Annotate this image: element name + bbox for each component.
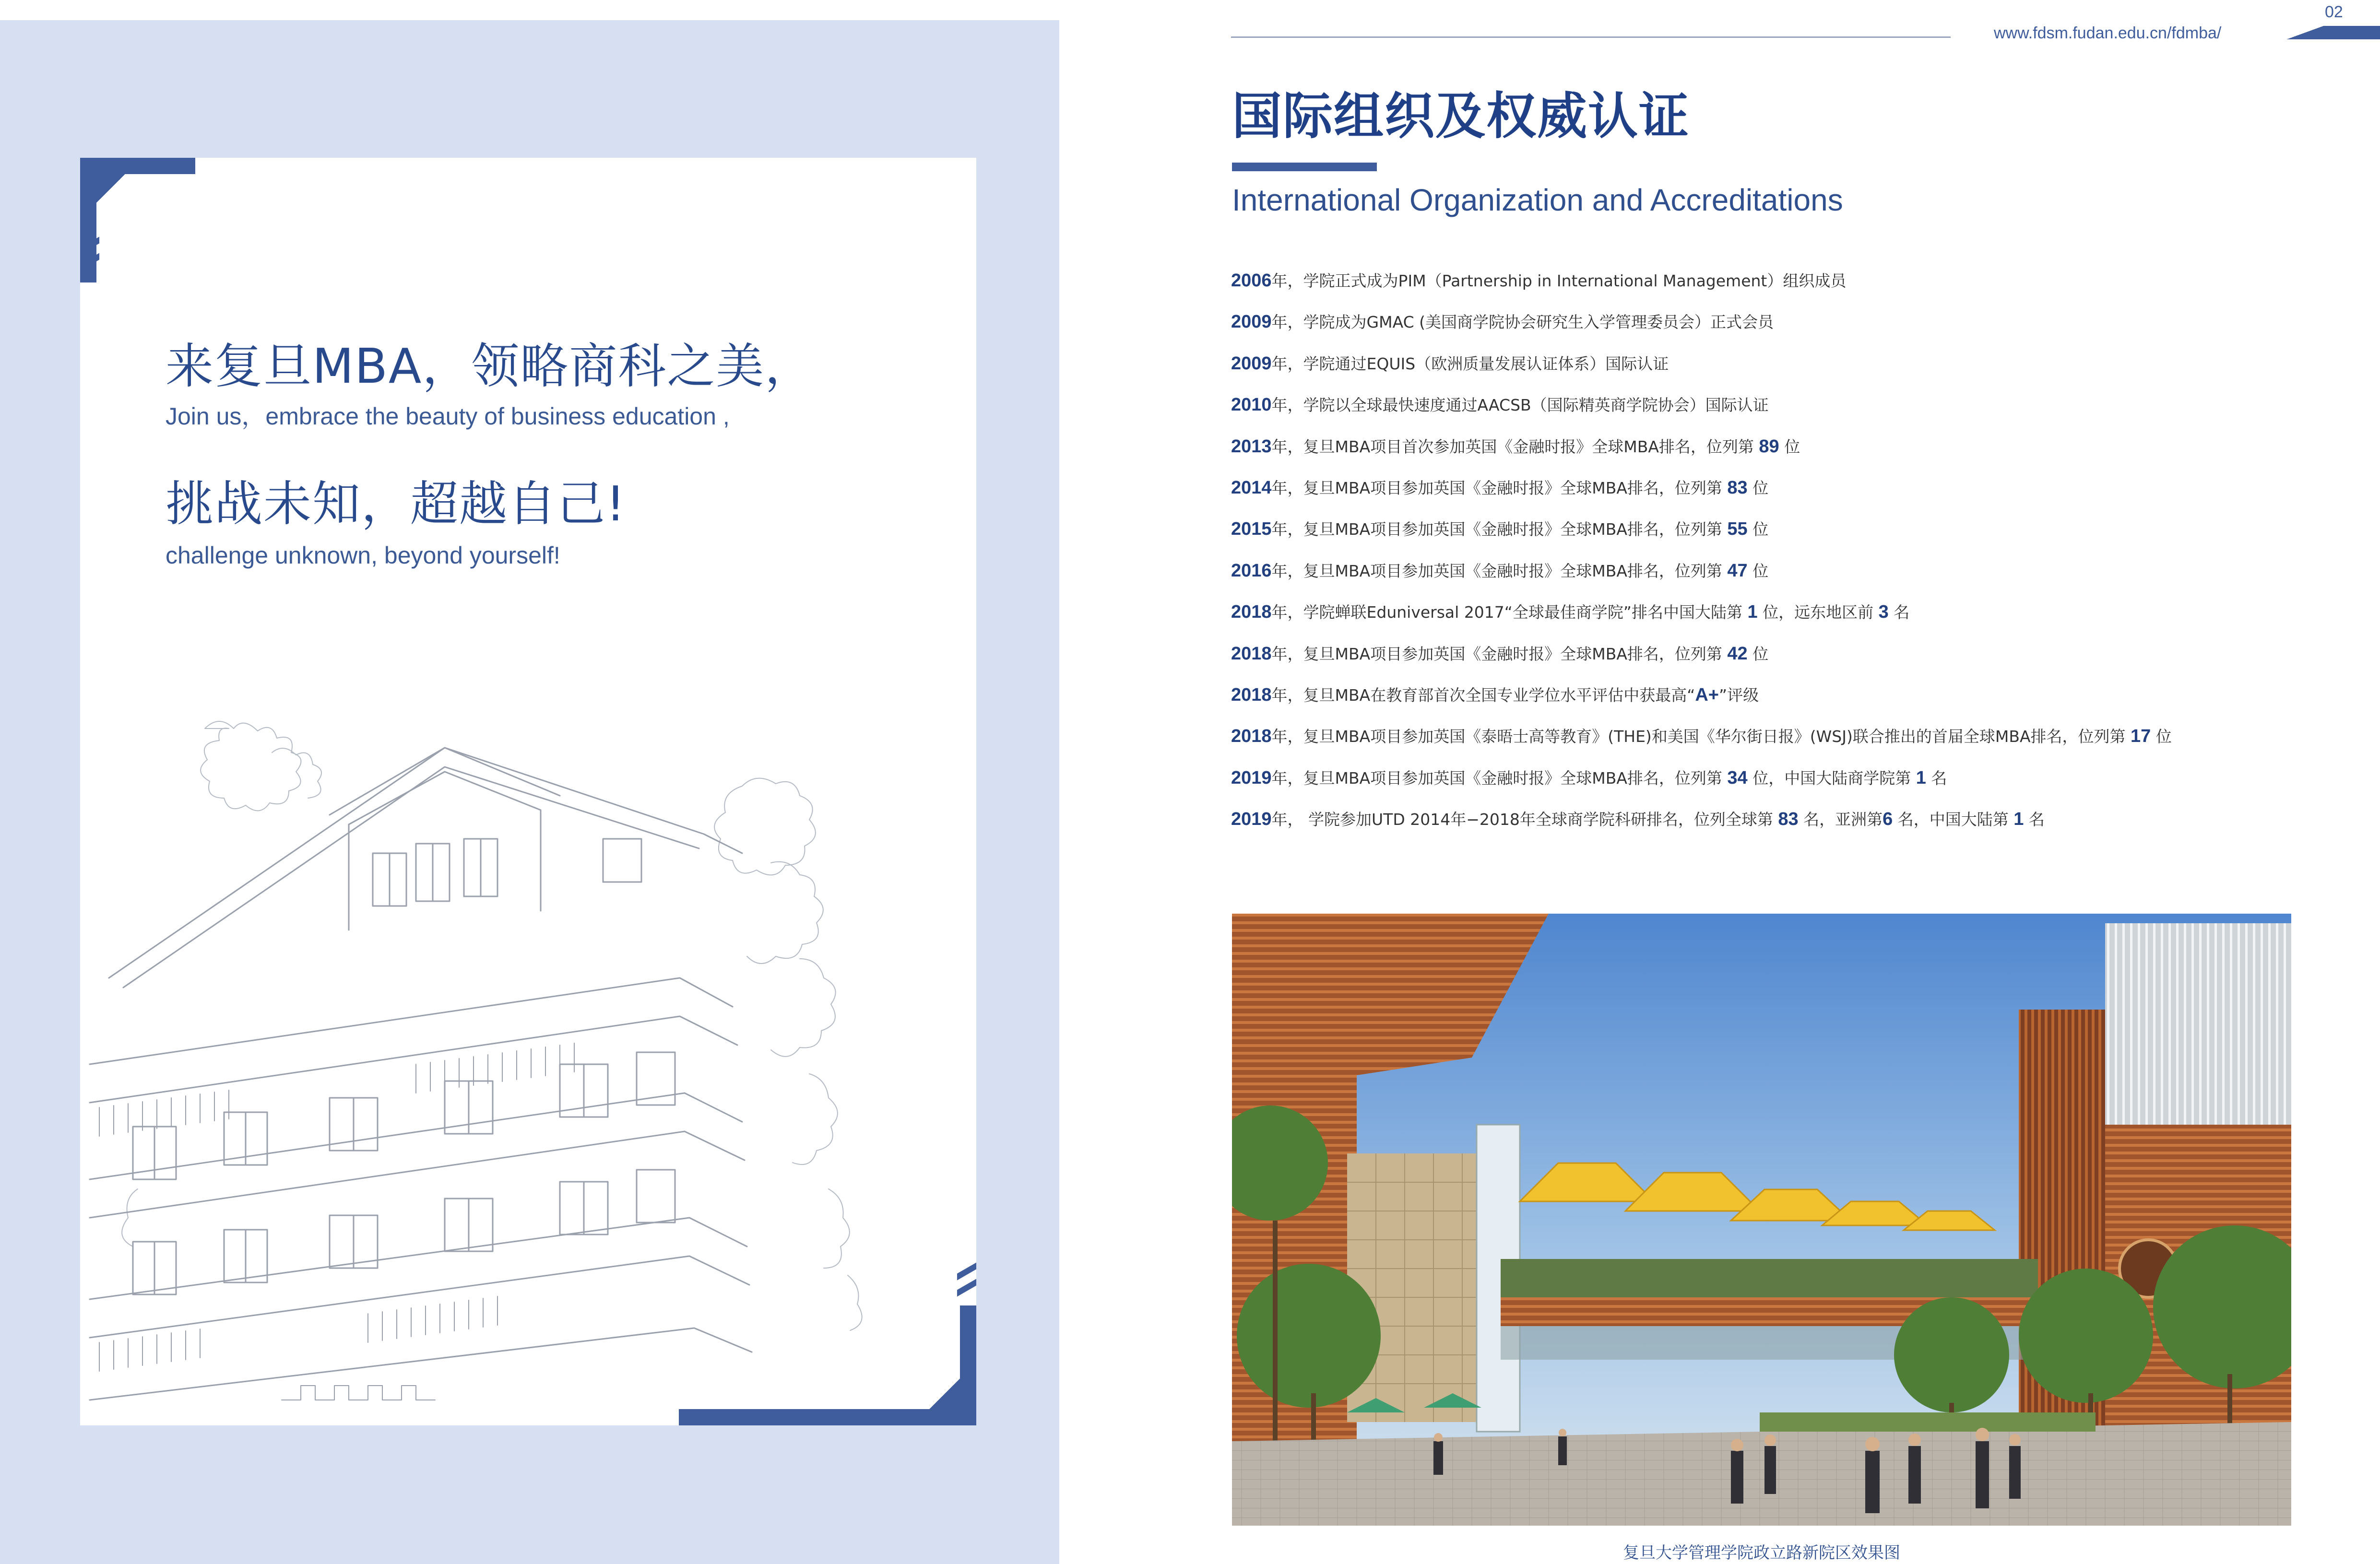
timeline-text: 位，中国大陆商学院第	[1747, 768, 1916, 788]
timeline-item	[1231, 768, 2334, 810]
timeline-year: 2018	[1231, 643, 1272, 664]
timeline-text: 年，复旦MBA在教育部首次全国专业学位水平评估中获最高“	[1271, 685, 1695, 705]
timeline-rank-value: 1	[2013, 809, 2024, 830]
timeline-year: 2018	[1231, 684, 1272, 705]
timeline-year: 2006	[1231, 270, 1272, 291]
timeline-year: 2019	[1231, 767, 1272, 788]
timeline-text: 位	[1779, 437, 1800, 456]
timeline-item	[1231, 437, 2334, 478]
photo-caption: 复旦大学管理学院政立路新院区效果图	[1623, 1543, 1900, 1563]
timeline-text: 位	[1747, 561, 1769, 580]
timeline-text: 年，学院通过EQUIS（欧洲质量发展认证体系）国际认证	[1271, 354, 1669, 373]
timeline-rank-value: 1	[1916, 767, 1926, 788]
timeline-item	[1231, 478, 2334, 519]
timeline-text: 名	[2024, 810, 2045, 829]
slogan-card	[80, 158, 976, 1425]
section-subtitle: International Organization and Accreditations	[1232, 183, 1843, 217]
timeline-rank-value: 1	[1747, 602, 1758, 623]
timeline-text: ”评级	[1718, 685, 1759, 705]
timeline-text: 年， 学院参加UTD 2014年−2018年全球商学院科研排名，位列全球第	[1271, 810, 1778, 829]
timeline-text: 年，复旦MBA项目参加英国《金融时报》全球MBA排名，位列第	[1271, 520, 1728, 539]
timeline-text: 名，中国大陆第	[1893, 810, 2014, 829]
timeline-year: 2016	[1231, 560, 1272, 581]
timeline-text: 位，远东地区前	[1757, 603, 1879, 622]
timeline-text: 位	[1747, 520, 1769, 539]
timeline-item	[1231, 519, 2334, 561]
timeline-rank-value: 83	[1727, 477, 1748, 498]
timeline-item	[1231, 271, 2334, 312]
corner-bracket-top	[80, 158, 195, 174]
timeline-year: 2019	[1231, 809, 1272, 830]
page-number: 02	[2325, 3, 2343, 21]
timeline-text: 年，学院成为GMAC (美国商学院协会研究生入学管理委员会）正式会员	[1271, 313, 1774, 332]
timeline-text: 年，学院正式成为PIM（Partnership in International Management）组织成员	[1271, 271, 1847, 290]
header-rule	[1231, 36, 1951, 38]
timeline-text: 年，复旦MBA项目参加英国《金融时报》全球MBA排名，位列第	[1271, 561, 1728, 580]
timeline-rank-value: 89	[1759, 436, 1779, 457]
header-url[interactable]: www.fdsm.fudan.edu.cn/fdmba/	[1994, 24, 2222, 42]
slogan-cn-1: 来复旦MBA，领略商科之美，	[166, 338, 814, 394]
title-underline	[1232, 163, 1377, 171]
timeline-text: 位	[1747, 644, 1769, 663]
timeline-year: 2009	[1231, 312, 1272, 332]
timeline-rank-value: A+	[1695, 684, 1719, 705]
timeline-item	[1231, 312, 2334, 353]
timeline-text: 位	[1747, 478, 1769, 497]
timeline-year: 2010	[1231, 395, 1272, 415]
timeline-year: 2013	[1231, 436, 1272, 457]
page-number-tab	[2284, 26, 2380, 39]
timeline-rank-value: 42	[1727, 643, 1748, 664]
timeline-text: 年，复旦MBA项目参加英国《金融时报》全球MBA排名，位列第	[1271, 768, 1728, 788]
timeline-rank-value: 55	[1727, 519, 1748, 540]
slogan-en-1: Join us，embrace the beauty of business education ,	[166, 403, 730, 430]
timeline-rank-value: 17	[2131, 726, 2151, 747]
section-title: 国际组织及权威认证	[1232, 87, 1690, 145]
timeline-text: 年，复旦MBA项目首次参加英国《金融时报》全球MBA排名，位列第	[1271, 437, 1759, 456]
slogan-en-2: challenge unknown, beyond yourself!	[166, 542, 560, 569]
timeline-rank-value: 34	[1727, 767, 1748, 788]
timeline-year: 2009	[1231, 353, 1272, 374]
timeline-item	[1231, 354, 2334, 395]
timeline-text: 年，复旦MBA项目参加英国《泰晤士高等教育》(THE)和美国《华尔街日报》(WSJ)联合推出的首届全球MBA排名，位列第	[1271, 727, 2131, 746]
timeline-item	[1231, 685, 2334, 727]
timeline-year: 2018	[1231, 602, 1272, 623]
building-sketch-icon	[80, 709, 976, 1425]
timeline-text: 名	[1888, 603, 1910, 622]
timeline-rank-value: 83	[1778, 809, 1799, 830]
timeline-item	[1231, 727, 2334, 768]
timeline-text: 年，复旦MBA项目参加英国《金融时报》全球MBA排名，位列第	[1271, 478, 1728, 497]
campus-rendering-image	[1232, 914, 2291, 1526]
timeline-item	[1231, 561, 2334, 602]
timeline-text: 年，学院以全球最快速度通过AACSB（国际精英商学院协会）国际认证	[1271, 396, 1769, 415]
timeline-item	[1231, 602, 2334, 644]
timeline-rank-value: 47	[1727, 560, 1748, 581]
accreditation-timeline	[1231, 271, 2334, 851]
timeline-item	[1231, 810, 2334, 851]
timeline-item	[1231, 395, 2334, 436]
timeline-year: 2014	[1231, 477, 1272, 498]
timeline-rank-value: 6	[1883, 809, 1893, 830]
timeline-year: 2018	[1231, 726, 1272, 747]
timeline-text: 年，学院蝉联Eduniversal 2017“全球最佳商学院”排名中国大陆第	[1271, 603, 1748, 622]
timeline-year: 2015	[1231, 519, 1272, 540]
timeline-text: 位	[2151, 727, 2172, 746]
timeline-text: 名，亚洲第	[1798, 810, 1883, 829]
timeline-rank-value: 3	[1878, 602, 1889, 623]
timeline-text: 名	[1926, 768, 1947, 788]
timeline-text: 年，复旦MBA项目参加英国《金融时报》全球MBA排名，位列第	[1271, 644, 1728, 663]
timeline-item	[1231, 644, 2334, 685]
corner-bracket-diagonal	[96, 174, 125, 203]
slogan-cn-2: 挑战未知，超越自己!	[166, 476, 627, 532]
